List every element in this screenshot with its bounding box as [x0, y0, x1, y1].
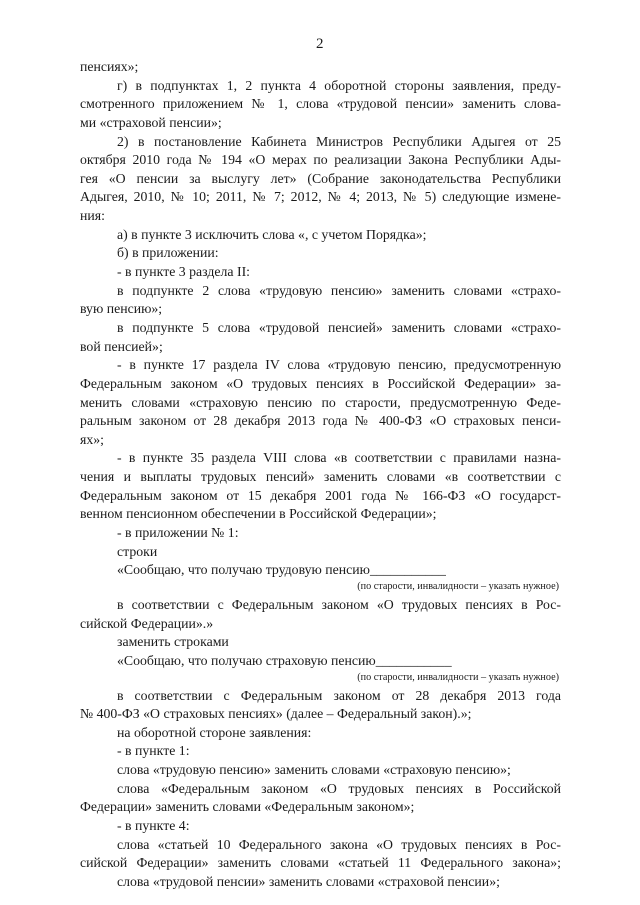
text-line: - в приложении № 1:	[117, 525, 239, 541]
text-line: а) в пункте 3 исключить слова «, с учетом Порядка»;	[117, 226, 427, 242]
text-line: сийской Федерации».»	[80, 615, 214, 631]
text-line: - в пункте 35 раздела VIII слова «в соответствии с правилами назна-	[117, 450, 561, 466]
text-line: вую пенсию»;	[80, 301, 163, 317]
text-line: октября 2010 года № 194 «О мерах по реализации Закона Республики Ады-	[80, 152, 561, 168]
text-line: ми «страховой пенсии»;	[80, 114, 222, 130]
text-line: смотренного приложением № 1, слова «трудовой пенсии» заменить слова-	[80, 96, 561, 112]
text-line: в соответствии с Федеральным законом от 28 декабря 2013 года	[117, 687, 561, 703]
text-line: «Сообщаю, что получаю трудовую пенсию___________	[117, 562, 446, 578]
text-line: заменить строками	[117, 634, 229, 650]
text-line: чения и выплаты трудовых пенсий» заменить словами «в соответствии с	[80, 469, 561, 485]
text-line: - в пункте 17 раздела IV слова «трудовую пенсию, предусмотренную	[117, 357, 561, 373]
text-line: на оборотной стороне заявления:	[117, 724, 312, 740]
field-note: (по старости, инвалидности – указать нужное)	[357, 580, 559, 592]
text-line: гея «О пенсии за выслугу лет» (Собрание законодательства Республики	[80, 170, 561, 186]
text-line: в соответствии с Федеральным законом «О трудовых пенсиях в Рос-	[117, 596, 561, 612]
text-line: г) в подпунктах 1, 2 пункта 4 оборотной стороны заявления, преду-	[117, 77, 561, 93]
text-line: № 400-ФЗ «О страховых пенсиях» (далее – Федеральный закон).»;	[80, 706, 472, 722]
text-line: 2) в постановление Кабинета Министров Республики Адыгея от 25	[117, 133, 561, 149]
text-line: ях»;	[80, 431, 104, 447]
text-line: сийской Федерации» заменить словами «статьей 11 Федерального закона»;	[80, 855, 561, 871]
text-line: слова «трудовую пенсию» заменить словами «страховую пенсию»;	[117, 762, 511, 778]
text-line: Федеральным законом «О трудовых пенсиях в Российской Федерации» за-	[80, 375, 561, 391]
field-note: (по старости, инвалидности – указать нужное)	[357, 671, 559, 683]
text-line: - в пункте 4:	[117, 817, 190, 833]
text-line: «Сообщаю, что получаю страховую пенсию___________	[117, 652, 452, 668]
text-line: менить словами «страховую пенсию по старости, предусмотренную Феде-	[80, 394, 561, 410]
text-line: Федерации» заменить словами «Федеральным законом»;	[80, 799, 415, 815]
text-line: б) в приложении:	[117, 245, 219, 261]
page-number: 2	[316, 36, 324, 52]
text-line: пенсиях»;	[80, 59, 139, 74]
text-line: Федеральным законом от 15 декабря 2001 года № 166-ФЗ «О государст-	[80, 487, 561, 503]
text-line: в подпункте 2 слова «трудовую пенсию» заменить словами «страхо-	[117, 282, 561, 298]
text-line: - в пункте 3 раздела II:	[117, 264, 250, 280]
text-line: венном пенсионном обеспечении в Российской Федерации»;	[80, 506, 437, 522]
document-body	[80, 58, 561, 892]
text-line: вой пенсией»;	[80, 338, 163, 354]
text-line: - в пункте 1:	[117, 743, 190, 759]
text-line: ния:	[80, 208, 105, 224]
text-line: строки	[117, 543, 158, 559]
text-line: слова «статьей 10 Федерального закона «О трудовых пенсиях в Рос-	[117, 836, 561, 852]
text-line: ральным законом от 28 декабря 2013 года № 400-ФЗ «О страховых пенси-	[80, 413, 561, 429]
text-line: слова «Федеральным законом «О трудовых пенсиях в Российской	[117, 780, 561, 796]
text-line: Адыгея, 2010, № 10; 2011, № 7; 2012, № 4; 2013, № 5) следующие измене-	[80, 189, 561, 205]
text-line: слова «трудовой пенсии» заменить словами «страховой пенсии»;	[117, 873, 500, 889]
text-line: в подпункте 5 слова «трудовой пенсией» заменить словами «страхо-	[117, 319, 561, 335]
